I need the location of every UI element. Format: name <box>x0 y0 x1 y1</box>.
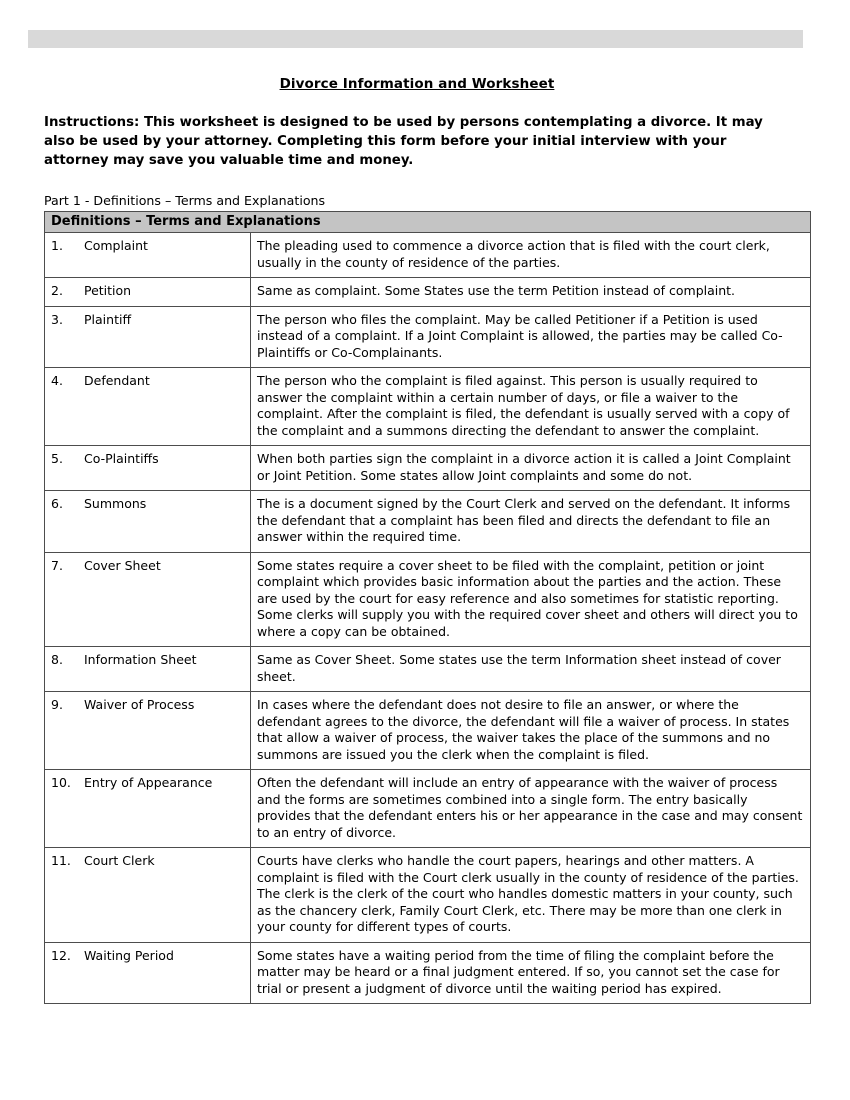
table-row <box>45 552 811 647</box>
definition-description-cell: Some states require a cover sheet to be filed with the complaint, petition or joint complaint which provides basic information about the parties and the action. These are used by the court for easy reference and also sometimes for statistic reporting. Some clerks will supply you with the required cover sheet and others will direct you to where a copy can be obtained. <box>251 552 811 647</box>
definition-number: 10. <box>51 775 71 791</box>
definition-term-inner <box>51 697 244 714</box>
definition-term-cell <box>45 770 251 848</box>
definition-number: 8. <box>51 652 63 668</box>
table-row <box>45 848 811 943</box>
definition-term-cell <box>45 368 251 446</box>
definition-term-cell <box>45 233 251 278</box>
definition-description-cell: In cases where the defendant does not desire to file an answer, or where the defendant agrees to the divorce, the defendant will file a waiver of process. In states that allow a waiver of process, the waiver takes the place of the summons and no summons are issued you the clerk when the complaint is filed. <box>251 692 811 770</box>
definition-term-inner <box>51 451 244 468</box>
definitions-table-header: Definitions – Terms and Explanations <box>45 211 811 232</box>
definition-term-label: Defendant <box>84 373 150 389</box>
table-row <box>45 692 811 770</box>
definition-number: 7. <box>51 557 63 573</box>
definition-term-inner <box>51 283 244 300</box>
definition-description-cell: Courts have clerks who handle the court papers, hearings and other matters. A complaint is filed with the Court clerk usually in the county of residence of the parties. The clerk is the clerk of the court who handles domestic matters in your county, such as the chancery clerk, Family Court Clerk, etc. There may be more than one clerk in your county for different types of courts. <box>251 848 811 943</box>
definition-description-cell: The person who files the complaint. May be called Petitioner if a Petition is used instead of a complaint. If a Joint Complaint is allowed, the parties may be called Co-Plaintiffs or Co-Complainants. <box>251 306 811 368</box>
part-section-label: Part 1 - Definitions – Terms and Explanations <box>44 192 326 208</box>
definition-term-label: Co-Plaintiffs <box>84 451 159 467</box>
table-row <box>45 647 811 692</box>
definition-number: 5. <box>51 451 63 467</box>
definition-number: 4. <box>51 373 63 389</box>
definition-term-cell <box>45 647 251 692</box>
definition-number: 3. <box>51 311 63 327</box>
definitions-table-body <box>45 233 811 1004</box>
definition-term-label: Summons <box>84 496 147 512</box>
definition-term-cell <box>45 278 251 307</box>
definition-term-cell <box>45 942 251 1004</box>
definition-number: 12. <box>51 947 71 963</box>
definition-term-inner <box>51 775 244 792</box>
definition-term-inner <box>51 652 244 669</box>
table-row <box>45 278 811 307</box>
definition-term-cell <box>45 848 251 943</box>
definition-number: 1. <box>51 238 63 254</box>
page-header-bar <box>28 30 803 48</box>
definition-term-cell <box>45 491 251 553</box>
definition-term-inner <box>51 373 244 390</box>
definition-term-label: Court Clerk <box>84 853 155 869</box>
definition-term-label: Cover Sheet <box>84 557 161 573</box>
definition-term-inner <box>51 496 244 513</box>
definition-number: 2. <box>51 283 63 299</box>
table-row <box>45 770 811 848</box>
document-body <box>44 76 810 1004</box>
definition-term-label: Waiting Period <box>84 947 174 963</box>
definition-term-label: Waiver of Process <box>84 697 195 713</box>
definition-term-cell <box>45 446 251 491</box>
definition-term-label: Entry of Appearance <box>84 775 213 791</box>
definition-term-label: Information Sheet <box>84 652 197 668</box>
definition-description-cell: The is a document signed by the Court Clerk and served on the defendant. It informs the defendant that a complaint has been filed and directs the defendant to file an answer within the required time. <box>251 491 811 553</box>
definition-term-inner <box>51 312 244 329</box>
table-row <box>45 942 811 1004</box>
definition-number: 6. <box>51 496 63 512</box>
definition-description-cell: When both parties sign the complaint in a divorce action it is called a Joint Complaint or Joint Petition. Some states allow Joint complaints and some do not. <box>251 446 811 491</box>
page-title: Divorce Information and Worksheet <box>279 76 555 92</box>
table-row <box>45 306 811 368</box>
definition-term-label: Plaintiff <box>84 311 132 327</box>
definition-number: 11. <box>51 853 71 869</box>
instructions-paragraph: Instructions: This worksheet is designed to be used by persons contemplating a divorce. It may also be used by your attorney. Completing this form before your initial interview with your attorney may save you valuable time and money. <box>44 115 763 168</box>
definition-term-label: Complaint <box>84 238 148 254</box>
table-row <box>45 491 811 553</box>
definition-term-inner <box>51 238 244 255</box>
definition-description-cell: Some states have a waiting period from the time of filing the complaint before the matter may be heard or a final judgment entered. If so, you cannot set the case for trial or present a judgment of divorce until the waiting period has expired. <box>251 942 811 1004</box>
table-row <box>45 446 811 491</box>
definition-description-cell: The pleading used to commence a divorce action that is filed with the court clerk, usually in the county of residence of the parties. <box>251 233 811 278</box>
definition-term-inner <box>51 853 244 870</box>
definition-term-cell <box>45 552 251 647</box>
definition-description-cell: Often the defendant will include an entry of appearance with the waiver of process and the forms are sometimes combined into a single form. The entry basically provides that the defendant enters his or her appearance in the case and may consent to an entry of divorce. <box>251 770 811 848</box>
table-row <box>45 233 811 278</box>
definition-description-cell: Same as Cover Sheet. Some states use the term Information sheet instead of cover sheet. <box>251 647 811 692</box>
definition-number: 9. <box>51 697 63 713</box>
definition-term-inner <box>51 558 244 575</box>
definition-term-label: Petition <box>84 283 132 299</box>
table-row <box>45 368 811 446</box>
definition-term-cell <box>45 306 251 368</box>
definition-description-cell: Same as complaint. Some States use the term Petition instead of complaint. <box>251 278 811 307</box>
definitions-table <box>44 211 811 1004</box>
table-header-row <box>45 211 811 232</box>
definition-description-cell: The person who the complaint is filed against. This person is usually required to answer the complaint within a certain number of days, or file a waiver to the complaint. After the complaint is filed, the defendant is usually served with a copy of the complaint and a summons directing the defendant to answer the complaint. <box>251 368 811 446</box>
definition-term-inner <box>51 948 244 965</box>
definition-term-cell <box>45 692 251 770</box>
